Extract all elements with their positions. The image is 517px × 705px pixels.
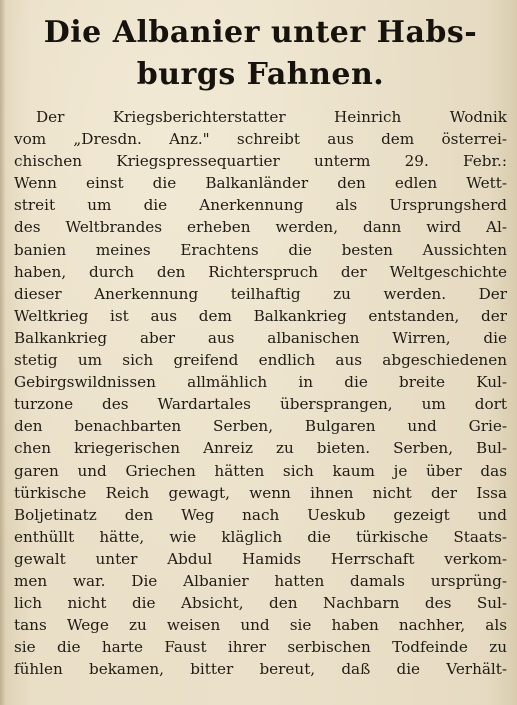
headline-line-1: Die Albanier unter Habs- [43,15,478,50]
paper-edge-shadow [0,0,6,705]
article-line: den benachbarten Serben, Bulgaren und Grie- [14,417,507,436]
article-line: streit um die Anerkennung als Ursprungsherd [14,196,507,215]
article-line: Balkankrieg aber aus albanischen Wirren, die [14,328,507,347]
article-line: banien meines Erachtens die besten Aussichten [14,240,507,259]
article-line: fühlen bekamen, bitter bereut, daß die Verhält- [14,660,507,679]
article-line: tans Wege zu weisen und sie haben nachher, als [14,616,507,635]
article-line: men war. Die Albanier hatten damals ursprüng- [14,571,507,590]
article-line: sie die harte Faust ihrer serbischen Todfeinde zu [14,638,507,657]
headline-line-2: burgs Fahnen. [136,57,385,92]
article-line: chen kriegerischen Anreiz zu bieten. Serben, Bul- [14,439,507,458]
article-body [14,106,507,680]
article-line: Gebirgswildnissen allmählich in die breite Kul- [14,373,507,392]
article-line: chischen Kriegspressequartier unterm 29. Febr.: [14,152,507,171]
article-line: Der Kriegsberichterstatter Heinrich Wodnik [36,108,507,126]
article-line: vom „Dresdn. Anz." schreibt aus dem österrei- [14,130,507,149]
article-line: Boljetinatz den Weg nach Ueskub gezeigt und [14,505,507,524]
article-line: turzone des Wardartales übersprangen, um dort [14,395,507,414]
article-line: Weltkrieg ist aus dem Balkankrieg entstanden, der [14,306,507,325]
article-line: Wenn einst die Balkanländer den edlen Wett- [14,174,507,193]
article-line: stetig um sich greifend endlich aus abgeschiedenen [14,351,507,370]
article-line: dieser Anerkennung teilhaftig zu werden. Der [14,284,507,303]
article-line: garen und Griechen hätten sich kaum je über das [14,461,507,480]
article-headline [14,12,507,96]
article-line: enthüllt hätte, wie kläglich die türkische Staats- [14,527,507,546]
article-line: türkische Reich gewagt, wenn ihnen nicht der Issa [14,483,507,502]
article-line: lich nicht die Absicht, den Nachbarn des Sul- [14,594,507,613]
article-line: haben, durch den Richterspruch der Weltgeschichte [14,262,507,281]
article-line: des Weltbrandes erheben werden, dann wird Al- [14,218,507,237]
article-line: gewalt unter Abdul Hamids Herrschaft verkom- [14,549,507,568]
